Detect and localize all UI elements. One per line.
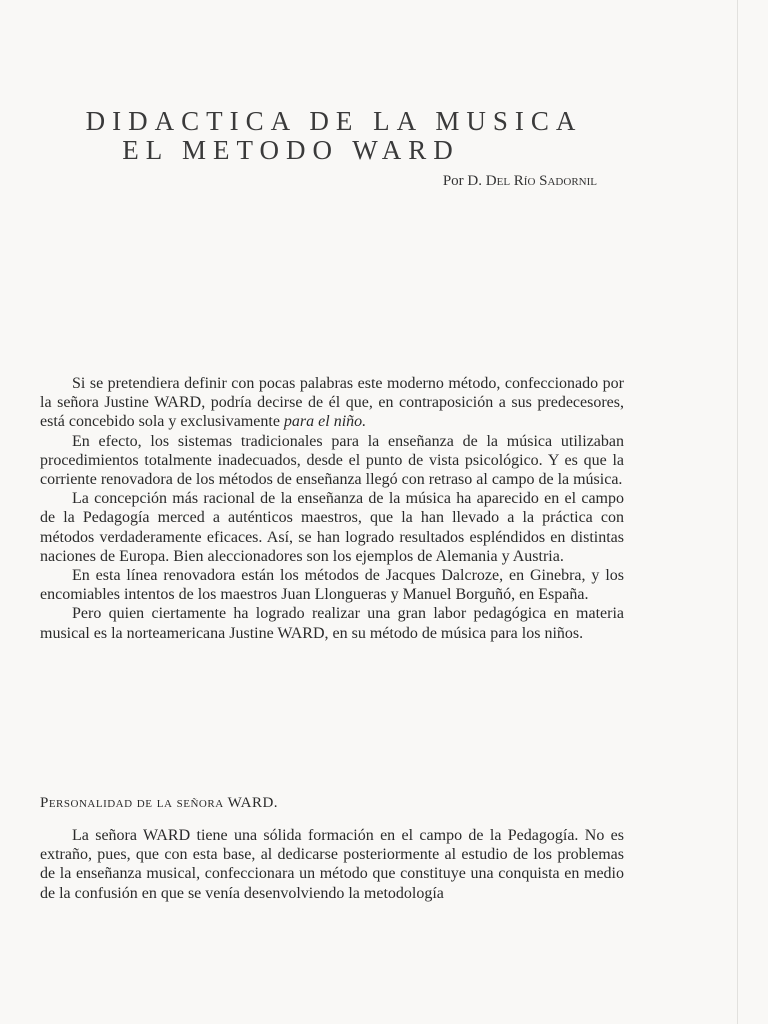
title-line-1: DIDACTICA DE LA MUSICA: [85, 106, 583, 136]
section-paragraph-1: La señora WARD tiene una sólida formación en el campo de la Pedagogía. No es extraño, pues, que con esta base, al dedicarse posteriormente al estudio de los problemas de la enseñanza musical, confeccionara un método que constituye una conquista en medio de la confusión en que se venía desenvolviendo la metodología: [40, 827, 624, 902]
paragraph-2: En efecto, los sistemas tradicionales para la enseñanza de la música utilizaban procedimientos totalmente inadecuados, desde el punto de vista psicológico. Y es que la corriente renovadora de los métodos de enseñanza llegó con retraso al campo de la música.: [40, 432, 624, 489]
paragraph-4: En esta línea renovadora están los métodos de Jacques Dalcroze, en Ginebra, y los encomiables intentos de los maestros Juan Llongueras y Manuel Borguñó, en España.: [40, 567, 624, 604]
title-line-2: EL METODO WARD: [122, 135, 460, 165]
paragraph-3: La concepción más racional de la enseñanza de la música ha aparecido en el campo de la Pedagogía merced a auténticos maestros, que la han llevado a la práctica con métodos verdaderamente eficaces. Así, se han logrado resultados espléndidos en distintas naciones de Europa. Bien aleccionadores son los ejemplos de Alemania y Austria.: [40, 490, 624, 565]
page-edge: [737, 0, 738, 1024]
byline-author: Del Río Sadornil: [485, 173, 597, 189]
section-body: [40, 826, 624, 903]
byline: [443, 173, 597, 190]
paragraph-5: Pero quien ciertamente ha logrado realizar una gran labor pedagógica en materia musical es la norteamericana Justine WARD, en su método de música para los niños.: [40, 605, 624, 642]
byline-prefix: Por D.: [442, 173, 483, 189]
section-heading-prefix: Personalidad de la señora: [40, 795, 224, 811]
paragraph-1-text: Si se pretendiera definir con pocas palabras este moderno método, confeccionado por la señora Justine WARD, podría decirse de él que, en contraposición a sus predecesores, está concebido sola y exclusivamente: [40, 375, 624, 431]
section-heading: [40, 795, 278, 812]
paragraph-1-emphasis: para el niño.: [283, 413, 367, 431]
section-heading-name: WARD.: [227, 795, 279, 811]
article-body: [40, 374, 624, 643]
paragraph-1: [40, 374, 624, 432]
